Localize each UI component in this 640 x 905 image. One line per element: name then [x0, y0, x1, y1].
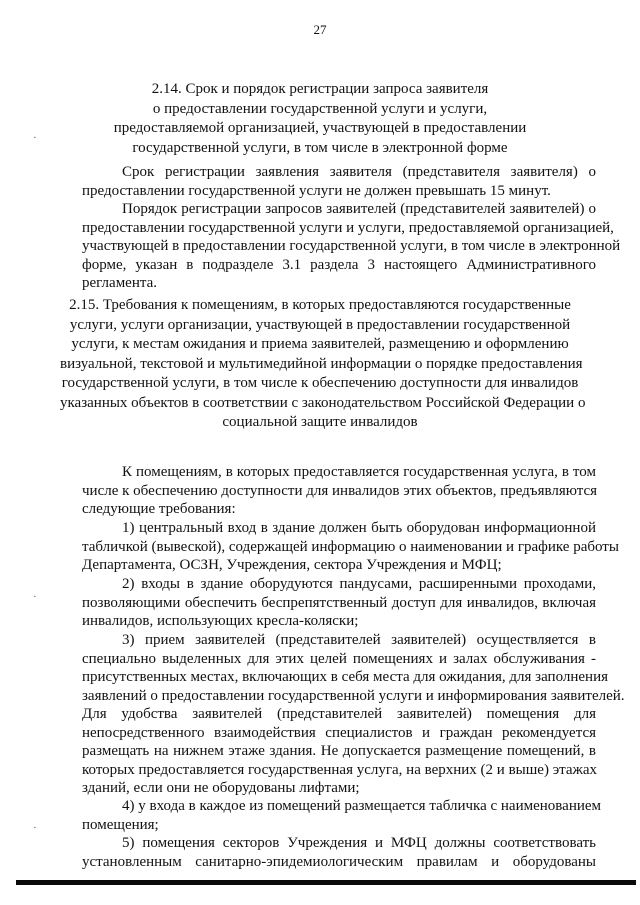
paragraph-line: установленным санитарно-эпидемиологическим правилам и оборудованы	[82, 853, 596, 870]
paragraph-line: регламента.	[82, 275, 158, 291]
page-number: 27	[313, 22, 327, 37]
paragraph-line: 2) входы в здание оборудуются пандусами, расширенными проходами,	[122, 576, 596, 592]
paragraph-line: позволяющими обеспечить беспрепятственный доступ для инвалидов, включая	[82, 594, 596, 611]
paragraph-line: размещать на нижнем этаже здания. Не допускается размещение помещений, в	[82, 743, 596, 759]
paragraph-line: инвалидов, использующих кресла-коляски;	[82, 613, 359, 629]
paragraph-line: табличкой (вывеской), содержащей информацию о наименовании и графике работы	[82, 538, 619, 555]
paragraph-line: Срок регистрации заявления заявителя (представителя заявителя) о	[122, 164, 596, 180]
paragraph-line: Департамента, ОСЗН, Учреждения, сектора Учреждения и МФЦ;	[82, 557, 502, 573]
requirement-item-4	[82, 797, 602, 834]
margin-mark: ·	[33, 822, 37, 834]
paragraph-line: зданий, если они не оборудованы лифтами;	[82, 780, 360, 796]
heading-line: государственной услуги, в том числе к обеспечению доступности для инвалидов	[61, 375, 579, 391]
requirement-item-5	[82, 834, 596, 871]
paragraph-line: непосредственного взаимодействия специалистов и граждан рекомендуется	[82, 724, 596, 741]
section-2-15-paragraph	[82, 463, 596, 519]
requirement-item-1	[82, 519, 619, 575]
paragraph-line: предоставлении государственной услуги и услуги, предоставляемой организацией,	[82, 219, 614, 236]
paragraph-line: Для удобства заявителей (представителей заявителей) помещения для	[82, 706, 596, 722]
requirement-item-2	[82, 575, 596, 631]
heading-line: услуги, услуги организации, участвующей в предоставлении государственной	[69, 316, 571, 333]
margin-mark: ·	[33, 591, 37, 603]
paragraph-line: форме, указан в подразделе 3.1 раздела 3 настоящего Административного	[82, 256, 596, 273]
paragraph-line: 5) помещения секторов Учреждения и МФЦ должны соответствовать	[122, 835, 596, 851]
heading-line: государственной услуги, в том числе в электронной форме	[132, 139, 508, 156]
heading-line: предоставляемой организацией, участвующей в предоставлении	[113, 120, 527, 136]
bottom-scan-edge	[16, 880, 636, 885]
section-2-14-paragraph	[82, 200, 621, 293]
requirement-item-3	[82, 631, 625, 798]
heading-line: 2.14. Срок и порядок регистрации запроса заявителя	[151, 81, 489, 97]
paragraph-line: К помещениям, в которых предоставляется государственная услуга, в том	[122, 464, 596, 480]
paragraph-line: которых предоставляется государственная услуга, на верхних (2 и выше) этажах	[82, 761, 598, 778]
section-2-15-heading	[60, 296, 586, 433]
paragraph-line: предоставлении государственной услуги не должен превышать 15 минут.	[82, 182, 551, 199]
paragraph-line: помещения;	[82, 816, 159, 833]
heading-line: визуальной, текстовой и мультимедийной информации о порядке предоставления	[60, 355, 583, 372]
heading-line: о предоставлении государственной услуги и услуги,	[152, 100, 488, 117]
heading-line: социальной защите инвалидов	[222, 414, 418, 430]
paragraph-line: присутственных местах, включающих в себя места для ожидания, для заполнения	[82, 669, 609, 685]
paragraph-line: следующие требования:	[82, 501, 236, 517]
paragraph-line: специально выделенных для этих целей помещениях и залах обслуживания -	[82, 650, 596, 667]
margin-mark: ·	[33, 132, 37, 144]
paragraph-line: Порядок регистрации запросов заявителей (представителей заявителей) о	[122, 201, 596, 217]
section-2-14-heading	[90, 80, 550, 158]
section-2-14-paragraph	[82, 163, 596, 200]
paragraph-line: числе к обеспечению доступности для инвалидов этих объектов, предъявляются	[82, 482, 598, 499]
paragraph-line: участвующей в предоставлении государственной услуги, в том числе в электронной	[82, 238, 621, 254]
paragraph-line: 4) у входа в каждое из помещений размещается табличка с наименованием	[122, 798, 602, 814]
heading-line: указанных объектов в соответствии с законодательством Российской Федерации о	[60, 394, 586, 411]
paragraph-line: 3) прием заявителей (представителей заявителей) осуществляется в	[122, 632, 596, 648]
heading-line: 2.15. Требования к помещениям, в которых предоставляются государственные	[69, 297, 571, 313]
paragraph-line: 1) центральный вход в здание должен быть оборудован информационной	[122, 520, 596, 536]
heading-line: услуги, к местам ожидания и приема заявителей, размещению и оформлению	[71, 336, 569, 352]
paragraph-line: заявлений о предоставлении государственной услуги и информирования заявителей.	[82, 687, 625, 704]
